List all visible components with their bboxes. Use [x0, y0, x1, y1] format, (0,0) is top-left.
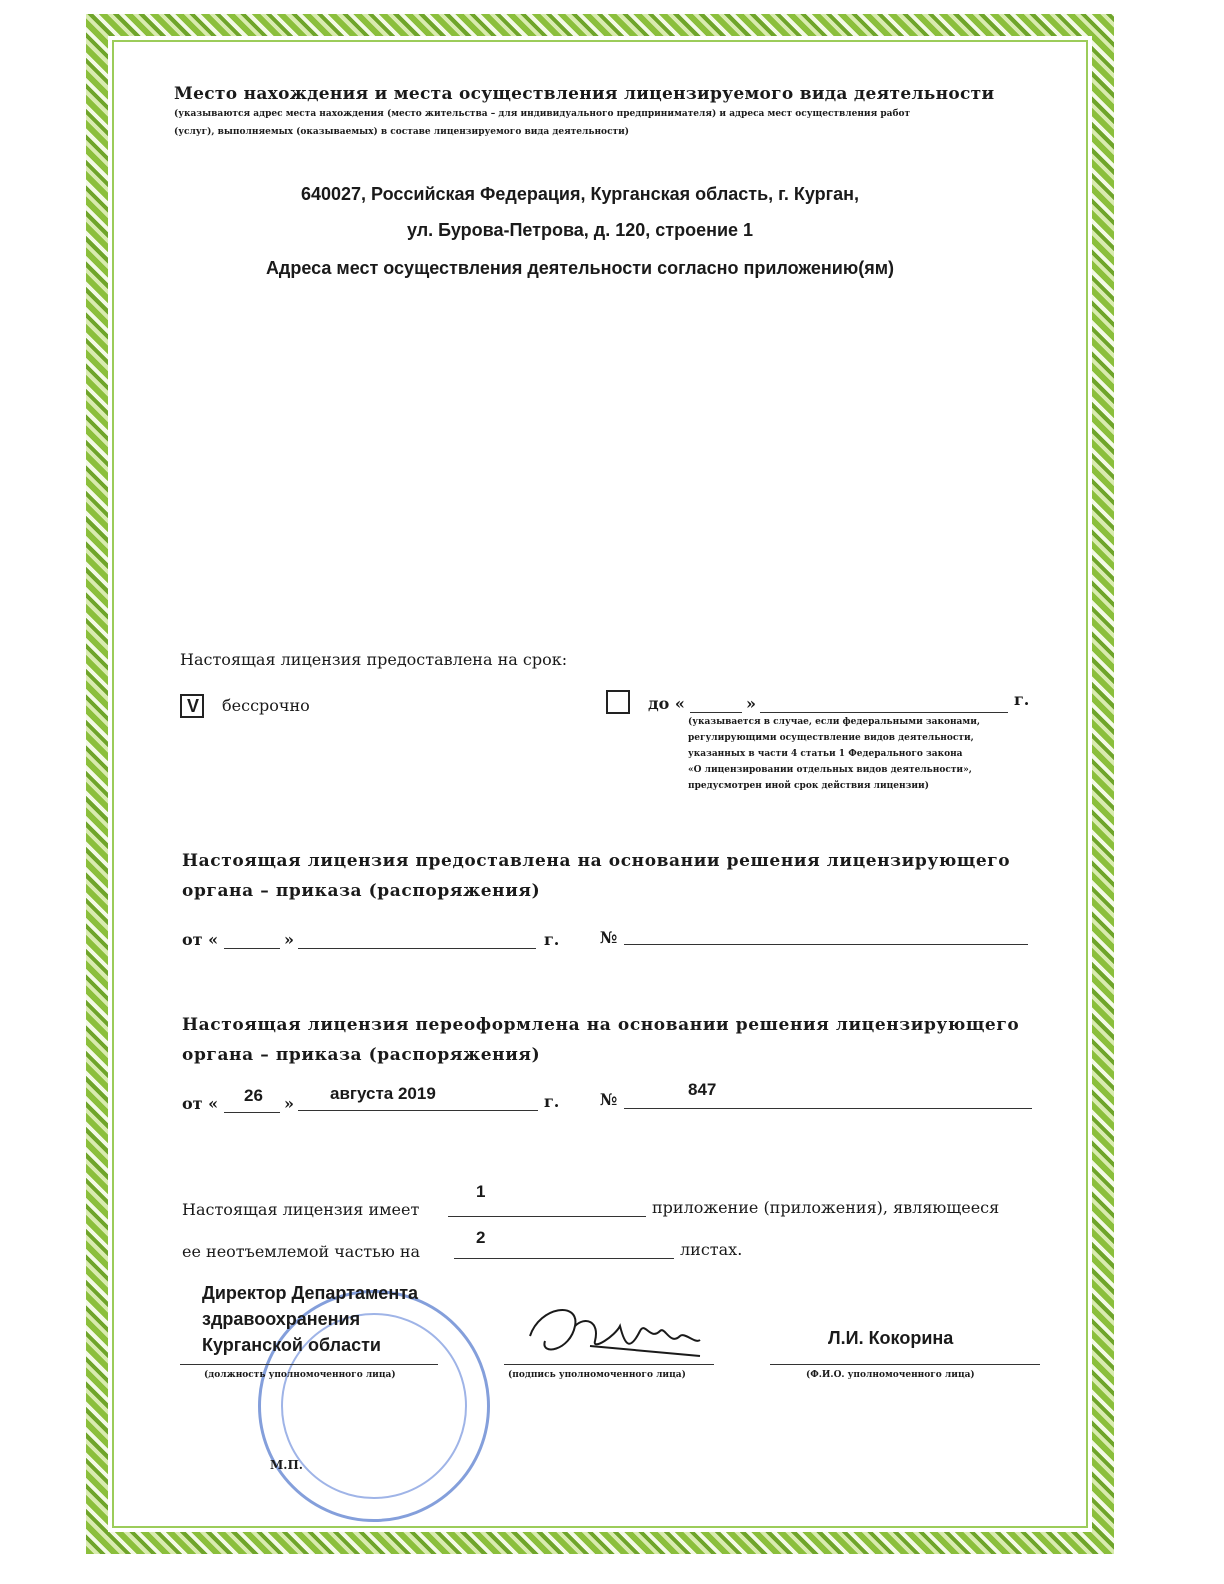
granted-year-suffix: г.	[544, 930, 560, 949]
granted-day-line	[224, 948, 280, 949]
reissued-heading-line1: Настоящая лицензия переоформлена на основании решения лицензирующего	[182, 1015, 1020, 1035]
until-date-line	[760, 712, 1008, 713]
signatory-position	[202, 1280, 418, 1358]
granted-number-line	[624, 944, 1028, 945]
reissued-month-year: августа 2019	[330, 1084, 436, 1103]
reissued-quote: »	[284, 1094, 294, 1113]
name-line	[770, 1364, 1040, 1365]
signatory-name: Л.И. Кокорина	[828, 1328, 954, 1348]
position-caption: (должность уполномоченного лица)	[204, 1370, 396, 1380]
granted-from-prefix: от «	[182, 930, 219, 949]
term-note-line: (указывается в случае, если федеральными законами,	[688, 717, 981, 727]
term-note-line: «О лицензировании отдельных видов деятельности»,	[688, 765, 972, 775]
appendix-line1-prefix: Настоящая лицензия имеет	[182, 1200, 420, 1219]
reissued-number-line	[624, 1108, 1032, 1109]
appendix-line2-suffix: листах.	[680, 1240, 743, 1259]
granted-heading-line2: органа – приказа (распоряжения)	[182, 881, 541, 901]
appendix-sheets: 2	[476, 1228, 486, 1247]
section-note-line2: (услуг), выполняемых (оказываемых) в составе лицензируемого вида деятельности)	[174, 127, 630, 137]
reissued-number: 847	[688, 1080, 717, 1099]
reissued-heading	[182, 1010, 1042, 1070]
term-note-line: предусмотрен иной срок действия лицензии)	[688, 781, 929, 791]
granted-date-line	[298, 948, 536, 949]
checkbox-mark: V	[187, 696, 200, 716]
checkbox-unlimited[interactable]	[180, 694, 204, 718]
address-line2: ул. Бурова-Петрова, д. 120, строение 1	[406, 220, 754, 240]
reissued-heading-line2: органа – приказа (распоряжения)	[182, 1045, 541, 1065]
signatory-position-line2: здравоохранения	[202, 1309, 361, 1329]
address-line1: 640027, Российская Федерация, Курганская область, г. Курган,	[300, 184, 860, 204]
granted-heading	[182, 846, 1042, 906]
appendix-count: 1	[476, 1182, 486, 1201]
granted-heading-line1: Настоящая лицензия предоставлена на основании решения лицензирующего	[182, 851, 1011, 871]
name-caption: (Ф.И.О. уполномоченного лица)	[806, 1370, 975, 1380]
signature-line	[504, 1364, 714, 1365]
section-title: Место нахождения и места осуществления лицензируемого вида деятельности	[174, 84, 995, 104]
stamp-place-label: М.П.	[270, 1458, 303, 1472]
granted-number-label: №	[600, 928, 618, 947]
until-quote: »	[746, 694, 756, 713]
address-line3: Адреса мест осуществления деятельности согласно приложению(ям)	[265, 258, 895, 278]
reissued-day: 26	[244, 1086, 263, 1105]
term-note	[688, 714, 1028, 794]
term-note-line: указанных в части 4 статьи 1 Федерального закона	[688, 749, 963, 759]
position-line	[180, 1364, 438, 1365]
option-unlimited-label: бессрочно	[222, 696, 310, 715]
until-day-line	[690, 712, 742, 713]
appendix-count-line	[448, 1216, 646, 1217]
until-year-suffix: г.	[1014, 690, 1030, 709]
signatory-position-line3: Курганской области	[202, 1335, 381, 1355]
term-heading: Настоящая лицензия предоставлена на срок:	[180, 650, 568, 669]
appendix-sheets-line	[454, 1258, 674, 1259]
checkbox-until[interactable]	[606, 690, 630, 714]
appendix-line2-prefix: ее неотъемлемой частью на	[182, 1242, 421, 1261]
reissued-day-line	[224, 1112, 280, 1113]
signature-caption: (подпись уполномоченного лица)	[508, 1370, 686, 1380]
reissued-date-line	[298, 1110, 538, 1111]
signatory-position-line1: Директор Департамента	[202, 1283, 419, 1303]
section-note-line1: (указываются адрес места нахождения (место жительства – для индивидуального предпринимателя) и адреса мест осуществления работ	[174, 109, 911, 119]
reissued-from-prefix: от «	[182, 1094, 219, 1113]
term-note-line: регулирующими осуществление видов деятельности,	[688, 733, 974, 743]
until-prefix: до «	[648, 694, 685, 713]
reissued-number-label: №	[600, 1090, 618, 1109]
granted-quote: »	[284, 930, 294, 949]
reissued-year-suffix: г.	[544, 1092, 560, 1111]
appendix-line1-suffix: приложение (приложения), являющееся	[652, 1198, 1000, 1217]
